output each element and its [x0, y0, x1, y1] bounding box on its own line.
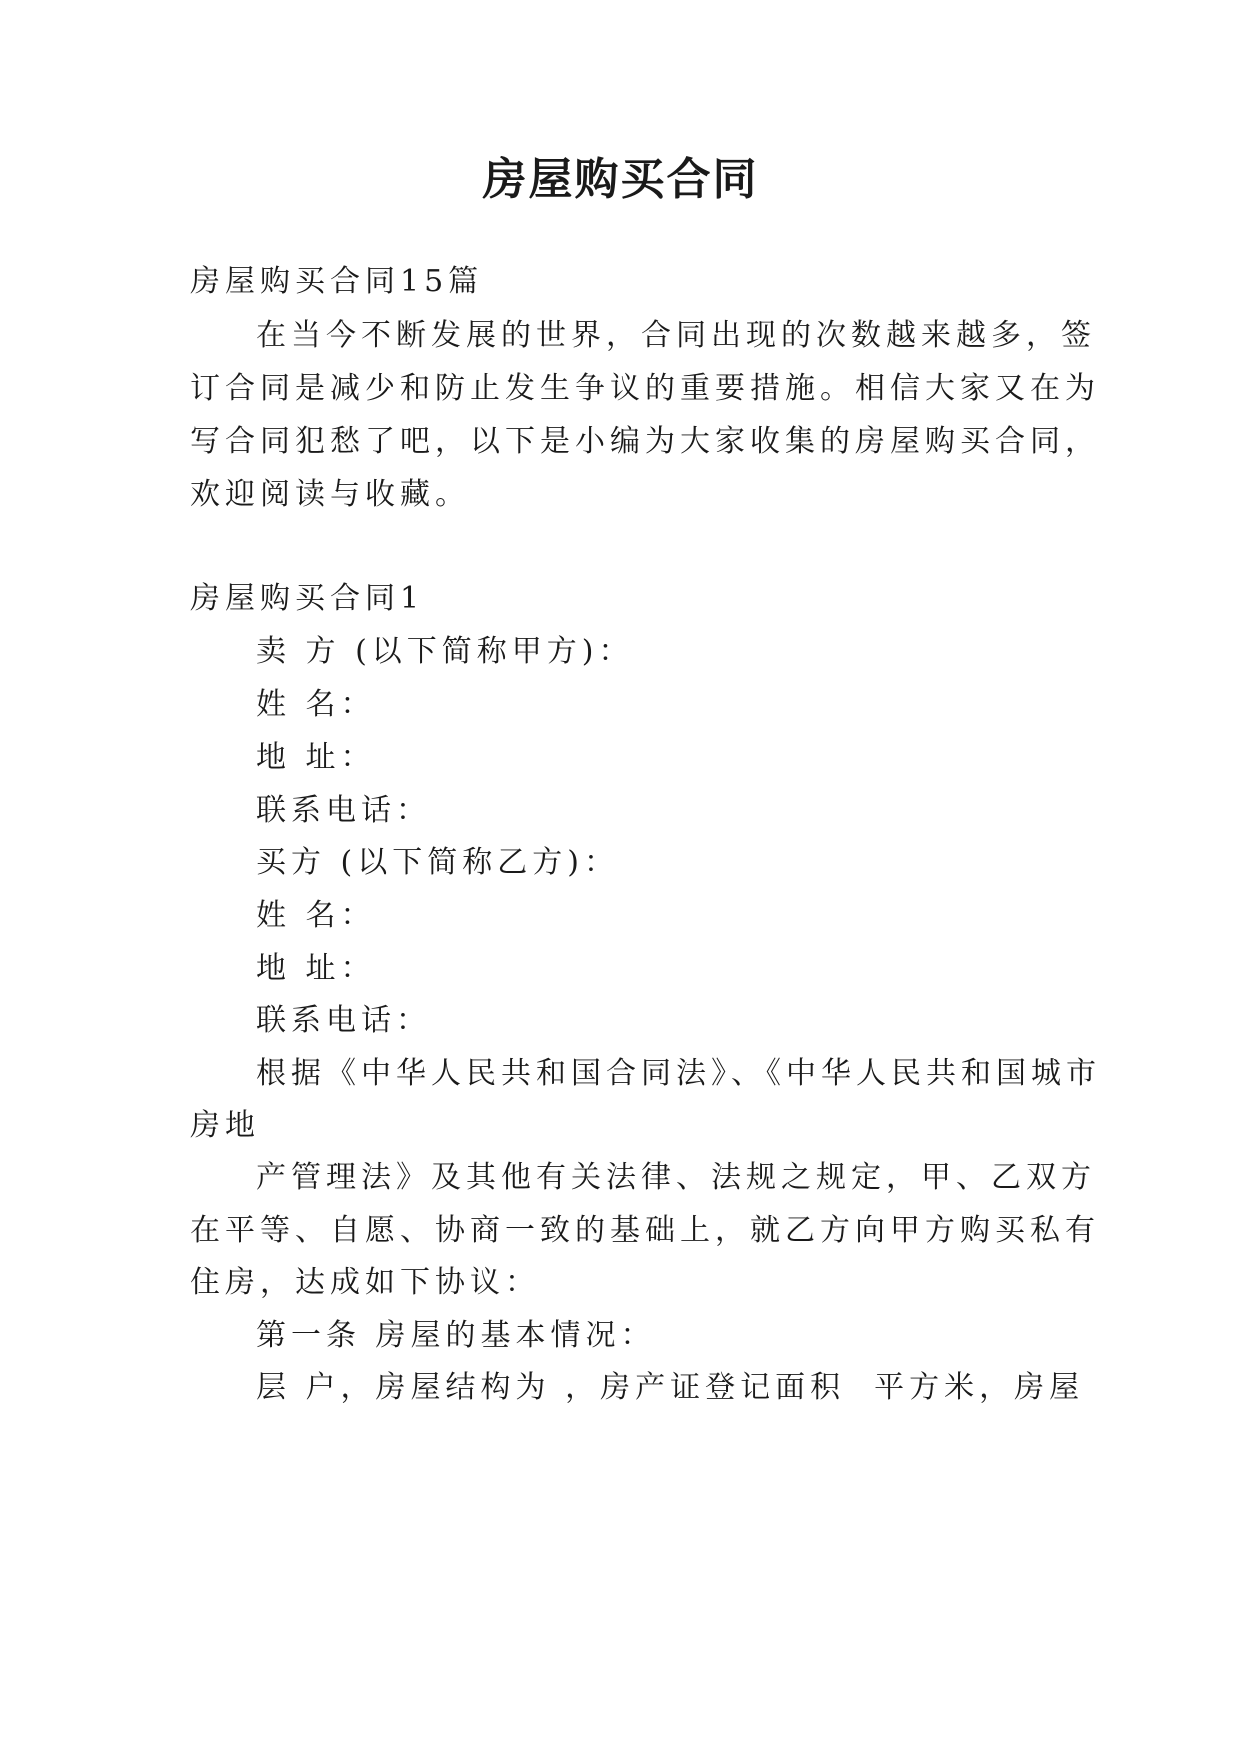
section-heading: 房屋购买合同15篇	[190, 264, 484, 299]
intro-paragraph-line: 在当今不断发展的世界，合同出现的次数越来越多，签	[256, 318, 1096, 353]
intro-paragraph-line: 订合同是减少和防止发生争议的重要措施。相信大家又在为	[190, 371, 1100, 406]
body-paragraph-line: 产管理法》及其他有关法律、法规之规定，甲、乙双方	[256, 1160, 1096, 1195]
seller-phone-field: 联系电话：	[256, 793, 431, 828]
buyer-phone-field: 联系电话：	[256, 1003, 431, 1038]
body-paragraph-line: 层 户，房屋结构为 ，房产证登记面积 平方米，房屋	[256, 1370, 1085, 1405]
seller-address-field: 地 址：	[256, 740, 376, 775]
article-heading: 第一条 房屋的基本情况：	[256, 1318, 656, 1353]
buyer-label: 买方 (以下简称乙方)：	[256, 845, 619, 880]
contract-heading: 房屋购买合同1	[190, 581, 425, 616]
buyer-name-field: 姓 名：	[256, 898, 376, 933]
intro-paragraph-line: 写合同犯愁了吧，以下是小编为大家收集的房屋购买合同，	[190, 424, 1100, 459]
intro-paragraph-line: 欢迎阅读与收藏。	[190, 477, 470, 512]
body-paragraph-line: 根据《中华人民共和国合同法》、《中华人民共和国城市	[256, 1056, 1101, 1091]
body-paragraph-line: 在平等、自愿、协商一致的基础上，就乙方向甲方购买私有	[190, 1213, 1100, 1248]
buyer-address-field: 地 址：	[256, 951, 376, 986]
body-paragraph-line: 住房，达成如下协议：	[190, 1265, 540, 1300]
body-paragraph-line: 房地	[190, 1108, 260, 1143]
seller-label: 卖 方 (以下简称甲方)：	[256, 634, 634, 669]
document-title: 房屋购买合同	[482, 154, 759, 205]
seller-name-field: 姓 名：	[256, 687, 376, 722]
